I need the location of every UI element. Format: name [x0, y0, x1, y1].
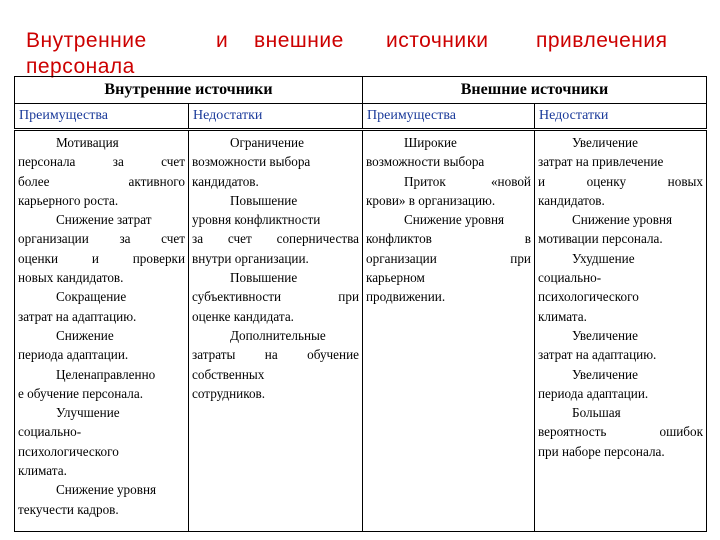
cell-line: социально-	[538, 270, 602, 286]
title-line-2: персонала	[26, 55, 135, 78]
title-word-4: источники	[386, 29, 489, 52]
title-word-5: привлечения	[536, 29, 668, 52]
cell-line: и оценку новых	[538, 173, 703, 189]
internal-sources-header: Внутренние источники	[15, 77, 363, 104]
cell-line: Увеличение	[572, 327, 638, 343]
cell-line: Снижение уровня	[56, 482, 157, 498]
cell-line: персонала за счет	[18, 154, 185, 170]
cell-line: оценке кандидата.	[192, 308, 294, 324]
cell-line: Ограничение	[230, 135, 304, 150]
cell-line: периода адаптации.	[18, 347, 129, 363]
cell-line: субъективности при	[192, 289, 359, 305]
cell-line: Снижение затрат	[56, 212, 152, 228]
cell-line: карьерного роста.	[18, 192, 119, 208]
internal-disadvantages-cell	[189, 130, 363, 532]
cell-line: климата.	[538, 308, 587, 324]
cell-line: оценки и проверки	[18, 250, 185, 266]
cell-line: затраты на обучение	[192, 347, 359, 363]
cell-line: сотрудников.	[192, 385, 266, 401]
cell-line: Ухудшение	[572, 250, 635, 266]
cell-line: социально-	[18, 424, 82, 440]
external-advantages-header: Преимущества	[363, 104, 535, 130]
cell-line: психологического	[538, 289, 639, 305]
cell-line: Дополнительные	[230, 327, 326, 343]
external-advantages-cell	[363, 130, 535, 532]
cell-line: текучести кадров.	[18, 501, 119, 517]
cell-line: за счет соперничества	[192, 231, 359, 247]
cell-line: Снижение	[56, 327, 114, 343]
cell-line: Сокращение	[56, 289, 127, 305]
cell-line: Снижение уровня	[404, 212, 505, 228]
internal-advantages-cell	[15, 130, 189, 532]
external-disadvantages-header: Недостатки	[535, 104, 707, 130]
cell-line: собственных	[192, 366, 265, 382]
cell-line: климата.	[18, 463, 67, 479]
sources-table	[14, 76, 707, 532]
external-disadvantages-cell	[535, 130, 707, 532]
cell-line: Улучшение	[56, 405, 120, 421]
cell-line: внутри организации.	[192, 250, 309, 266]
title-word-1: Внутренние	[26, 29, 147, 52]
cell-line: Широкие	[404, 135, 457, 150]
cell-line: Увеличение	[572, 135, 638, 150]
cell-line: кандидатов.	[538, 192, 605, 208]
subheader-row	[15, 104, 707, 130]
cell-line: Увеличение	[572, 366, 638, 382]
title-word-2: и	[216, 29, 229, 52]
cell-line: периода адаптации.	[538, 385, 649, 401]
cell-line: затрат на привлечение	[538, 154, 664, 170]
cell-line: уровня конфликтности	[192, 212, 321, 228]
cell-line: возможности выбора	[366, 154, 485, 170]
cell-line: возможности выбора	[192, 154, 311, 170]
cell-line: Повышение	[230, 192, 298, 208]
cell-line: Повышение	[230, 270, 298, 286]
cell-line: при наборе персонала.	[538, 443, 665, 459]
cell-line: Приток «новой	[404, 173, 531, 189]
title-word-3: внешние	[254, 29, 344, 52]
internal-disadvantages-header: Недостатки	[189, 104, 363, 130]
cell-line: Мотивация	[56, 135, 119, 150]
cell-line: е обучение персонала.	[18, 385, 144, 401]
internal-advantages-header: Преимущества	[15, 104, 189, 130]
cell-line: психологического	[18, 443, 119, 459]
external-sources-header: Внешние источники	[363, 77, 707, 104]
cell-line: затрат на адаптацию.	[18, 308, 137, 324]
cell-line: Целенаправленно	[56, 366, 156, 382]
cell-line: вероятность ошибок	[538, 424, 703, 440]
cell-line: затрат на адаптацию.	[538, 347, 657, 363]
cell-line: Большая	[572, 405, 621, 421]
cell-line: более активного	[18, 173, 185, 189]
cell-line: организации за счет	[18, 231, 185, 247]
cell-line: конфликтов в	[366, 231, 531, 247]
cell-line: Снижение уровня	[572, 212, 673, 228]
cell-line: крови» в организацию.	[366, 192, 496, 208]
cell-line: новых кандидатов.	[18, 270, 124, 286]
cell-line: мотивации персонала.	[538, 231, 663, 247]
cell-line: кандидатов.	[192, 173, 259, 189]
cell-line: организации при	[366, 250, 531, 266]
group-header-row	[15, 77, 707, 104]
cell-line: карьерном	[366, 270, 425, 286]
content-row	[15, 130, 707, 532]
cell-line: продвижении.	[366, 289, 446, 305]
